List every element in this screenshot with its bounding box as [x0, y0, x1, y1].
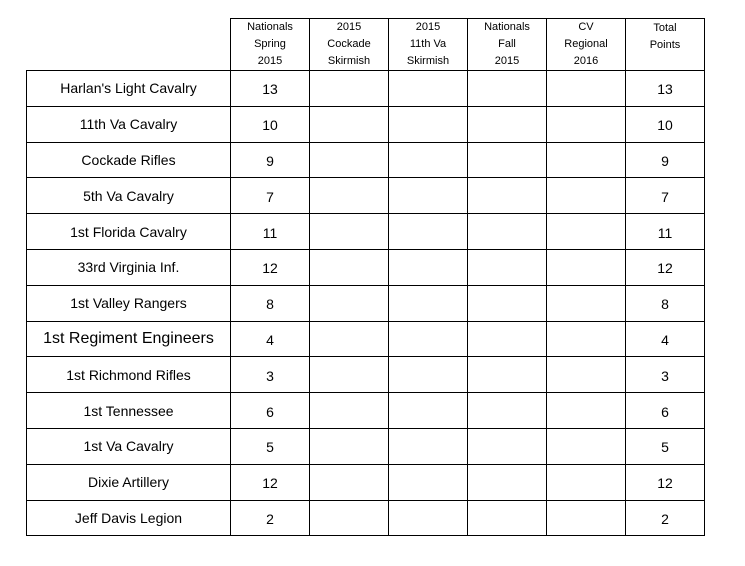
score-cell [310, 214, 389, 250]
score-cell [468, 249, 547, 285]
score-cell: 6 [231, 393, 310, 429]
total-cell: 6 [626, 393, 705, 429]
table-row [27, 357, 705, 393]
score-cell [547, 214, 626, 250]
score-cell [547, 285, 626, 321]
table-row [27, 285, 705, 321]
score-cell: 3 [231, 357, 310, 393]
total-cell: 2 [626, 500, 705, 536]
score-cell [310, 106, 389, 142]
score-cell: 10 [231, 106, 310, 142]
score-cell [547, 249, 626, 285]
score-cell [310, 285, 389, 321]
table-row [27, 500, 705, 536]
score-cell [310, 428, 389, 464]
header-row [27, 19, 705, 71]
column-header-total-points [626, 19, 705, 71]
score-cell [310, 249, 389, 285]
score-cell [468, 214, 547, 250]
score-cell [310, 464, 389, 500]
score-cell [547, 428, 626, 464]
score-cell [547, 393, 626, 429]
table-row [27, 249, 705, 285]
total-cell: 12 [626, 464, 705, 500]
score-cell [310, 321, 389, 357]
score-cell [389, 285, 468, 321]
score-cell: 11 [231, 214, 310, 250]
score-cell [389, 249, 468, 285]
score-cell [468, 106, 547, 142]
total-cell: 7 [626, 178, 705, 214]
column-header-line: Spring [254, 38, 286, 50]
column-header-line: Nationals [247, 21, 293, 33]
score-cell [389, 106, 468, 142]
table-row [27, 106, 705, 142]
column-header-line: 2016 [573, 55, 599, 67]
column-header-line: 2015 [415, 21, 441, 33]
score-cell [468, 321, 547, 357]
score-cell [547, 500, 626, 536]
score-cell: 8 [231, 285, 310, 321]
column-header-line: Total [653, 22, 677, 34]
score-cell [389, 357, 468, 393]
total-cell: 11 [626, 214, 705, 250]
total-cell: 9 [626, 142, 705, 178]
score-cell [310, 142, 389, 178]
table-row [27, 428, 705, 464]
score-cell [389, 214, 468, 250]
score-cell [389, 71, 468, 107]
score-cell: 5 [231, 428, 310, 464]
standings-table [26, 18, 705, 536]
team-name-cell: Cockade Rifles [27, 142, 231, 178]
score-cell [310, 393, 389, 429]
score-cell: 12 [231, 249, 310, 285]
score-cell [547, 464, 626, 500]
score-cell [310, 71, 389, 107]
column-header-line: Points [649, 39, 681, 51]
total-cell: 12 [626, 249, 705, 285]
column-header-line: Nationals [484, 21, 530, 33]
column-header-line: Skirmish [406, 55, 450, 67]
corner-cell [27, 19, 231, 71]
table-row [27, 464, 705, 500]
column-header-line: Regional [564, 38, 608, 50]
column-header-nationals-spring-2015 [231, 19, 310, 71]
total-cell: 5 [626, 428, 705, 464]
score-cell [389, 142, 468, 178]
score-cell [389, 500, 468, 536]
table-row [27, 393, 705, 429]
total-cell: 10 [626, 106, 705, 142]
score-cell [389, 321, 468, 357]
score-cell [310, 357, 389, 393]
column-header-cv-regional-2016 [547, 19, 626, 71]
score-cell [468, 464, 547, 500]
column-header-line: Skirmish [327, 55, 371, 67]
column-header-line: 2015 [257, 55, 283, 67]
column-header-line: 11th Va [409, 38, 447, 50]
score-cell: 4 [231, 321, 310, 357]
score-cell [547, 71, 626, 107]
table-row [27, 71, 705, 107]
score-cell [468, 357, 547, 393]
total-cell: 4 [626, 321, 705, 357]
score-cell: 2 [231, 500, 310, 536]
total-cell: 8 [626, 285, 705, 321]
score-cell [547, 106, 626, 142]
score-cell: 9 [231, 142, 310, 178]
team-name-cell: 1st Va Cavalry [27, 428, 231, 464]
column-header-line: Cockade [327, 38, 371, 50]
score-cell [310, 178, 389, 214]
column-header-line: 2015 [336, 21, 362, 33]
team-name-cell: 5th Va Cavalry [27, 178, 231, 214]
total-cell: 13 [626, 71, 705, 107]
score-cell [389, 428, 468, 464]
column-header-line: CV [578, 21, 594, 33]
score-cell: 7 [231, 178, 310, 214]
score-cell [547, 321, 626, 357]
team-name-cell: Dixie Artillery [27, 464, 231, 500]
team-name-cell: 33rd Virginia Inf. [27, 249, 231, 285]
table-row [27, 142, 705, 178]
column-header-nationals-fall-2015 [468, 19, 547, 71]
score-cell [389, 464, 468, 500]
score-cell: 12 [231, 464, 310, 500]
column-header-11th-va-skirmish-2015 [389, 19, 468, 71]
score-cell [468, 71, 547, 107]
table-row [27, 214, 705, 250]
score-cell [389, 178, 468, 214]
team-name-cell: 1st Richmond Rifles [27, 357, 231, 393]
score-cell [547, 178, 626, 214]
team-name-cell: 1st Regiment Engineers [27, 321, 231, 357]
team-name-cell: Harlan's Light Cavalry [27, 71, 231, 107]
score-cell [389, 393, 468, 429]
score-cell [468, 285, 547, 321]
team-name-cell: 1st Tennessee [27, 393, 231, 429]
score-cell [547, 357, 626, 393]
score-cell [310, 500, 389, 536]
score-cell [468, 142, 547, 178]
team-name-cell: 11th Va Cavalry [27, 106, 231, 142]
score-cell [468, 393, 547, 429]
score-cell: 13 [231, 71, 310, 107]
column-header-cockade-skirmish-2015 [310, 19, 389, 71]
team-name-cell: Jeff Davis Legion [27, 500, 231, 536]
column-header-line: Fall [498, 38, 516, 50]
team-name-cell: 1st Valley Rangers [27, 285, 231, 321]
table-row [27, 178, 705, 214]
score-cell [468, 428, 547, 464]
score-cell [547, 142, 626, 178]
table-row [27, 321, 705, 357]
score-cell [468, 178, 547, 214]
score-cell [468, 500, 547, 536]
team-name-cell: 1st Florida Cavalry [27, 214, 231, 250]
column-header-line: 2015 [494, 55, 520, 67]
total-cell: 3 [626, 357, 705, 393]
